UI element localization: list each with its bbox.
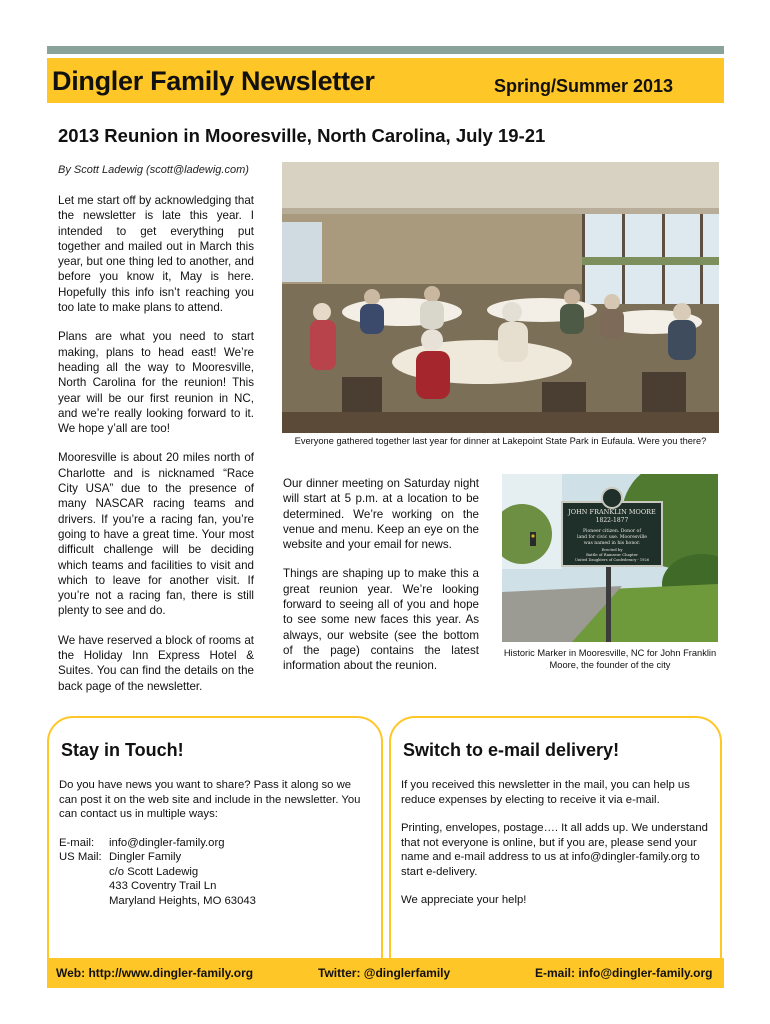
email-value[interactable]: info@dingler-family.org [109,836,225,849]
paragraph: Mooresville is about 20 miles north of Charlotte and is nicknamed “Race City USA” due to the presence of many NASCAR racing teams and drivers. If you’re a racing fan, you’re going to have a great time. Your most difficult challenge will be deciding which teams and facilities to visit and which to leave for another visit. If you’re not a racing fan, there is still plenty to see and do. [58,451,254,618]
article-left-column [58,193,254,708]
photo-caption: Everyone gathered together last year for dinner at Lakepoint State Park in Eufaula. Were you there? [294,436,707,446]
contact-details [59,836,369,909]
marker-sign-line: Pioneer citizen. Donor of [582,529,642,534]
footer-email-link[interactable]: E-mail: info@dingler-family.org [535,966,713,980]
paragraph: If you received this newsletter in the mail, you can help us reduce expenses by electing to receive it via e-mail. [401,779,690,806]
marker-sign-line: Erected by [601,547,623,552]
marker-sign-line: Battle of Ramseur Chapter [586,552,638,557]
mail-line: c/o Scott Ladewig [109,865,199,878]
paragraph: We appreciate your help! [401,894,527,906]
mail-label: US Mail: [59,851,102,863]
footer-twitter-link[interactable]: Twitter: @dinglerfamily [318,966,451,980]
paragraph: Our dinner meeting on Saturday night will start at 5 p.m. at a location to be determined. We’re working on the venue and menu. Keep an eye on the website and your email for news. [283,477,479,552]
paragraph: Printing, envelopes, postage…. It all adds up. We understand that not everyone is online, but if you are, please send your name and e-mail address to us at info@dingler-family.org to start e-delivery. [401,822,708,878]
article-middle-column [283,476,479,688]
switch-email-title: Switch to e-mail delivery! [403,740,620,760]
stay-in-touch-intro: Do you have news you want to share? Pass it along so we can post it on the web site and include in the newsletter. You can contact us in multiple ways: [59,779,361,820]
top-rule [47,46,724,54]
marker-sign-line: was named in his honor. [583,541,641,546]
marker-sign-line: United Daughters of Confederacy - 1926 [574,558,650,562]
mail-line: Maryland Heights, MO 63043 [109,894,256,907]
marker-sign-name: JOHN FRANKLIN MOORE [568,508,656,516]
marker-caption: Historic Marker in Mooresville, NC for John Franklin Moore, the founder of the city [503,648,717,670]
mail-line: Dingler Family [109,851,182,863]
mail-line: 433 Coventry Trail Ln [109,880,217,892]
article-byline: By Scott Ladewig (scott@ladewig.com) [58,164,249,176]
email-label: E-mail: [59,836,95,849]
historic-marker-photo [502,474,718,642]
switch-email-box [389,716,722,984]
stay-in-touch-body [59,778,369,908]
stay-in-touch-box [47,716,383,984]
newsletter-title: Dingler Family Newsletter [52,66,375,96]
reunion-dinner-photo [282,162,719,433]
switch-email-body [401,778,711,922]
paragraph: Things are shaping up to make this a great reunion year. We’re looking forward to seeing all of you and hope to see some new faces this year. As always, our website (see the bottom of the page) contains the latest information about the reunion. [283,567,479,673]
paragraph: We have reserved a block of rooms at the Holiday Inn Express Hotel & Suites. You can find the details on the back page of the newsletter. [58,633,254,693]
stay-in-touch-title: Stay in Touch! [61,740,184,760]
paragraph: Plans are what you need to start making, plans to head east! We’re heading all the way to Mooresville, North Carolina for the reunion! This year will be our first reunion in NC, and we’re really looking forward to it. We hope y’all are too! [58,330,254,436]
marker-sign-years: 1822-1877 [595,517,629,524]
marker-sign-line: land for civic use. Mooresville [576,535,648,540]
footer-website-link[interactable]: Web: http://www.dingler-family.org [56,966,254,980]
edition-label: Spring/Summer 2013 [494,76,674,96]
article-headline: 2013 Reunion in Mooresville, North Carolina, July 19-21 [58,125,546,146]
paragraph: Let me start off by acknowledging that the newsletter is late this year. I intended to get everything put together and mailed out in March this year, but one thing led to another, and before you know it, May is here. Hopefully this info isn’t reaching you too late to make plans to attend. [58,194,254,315]
